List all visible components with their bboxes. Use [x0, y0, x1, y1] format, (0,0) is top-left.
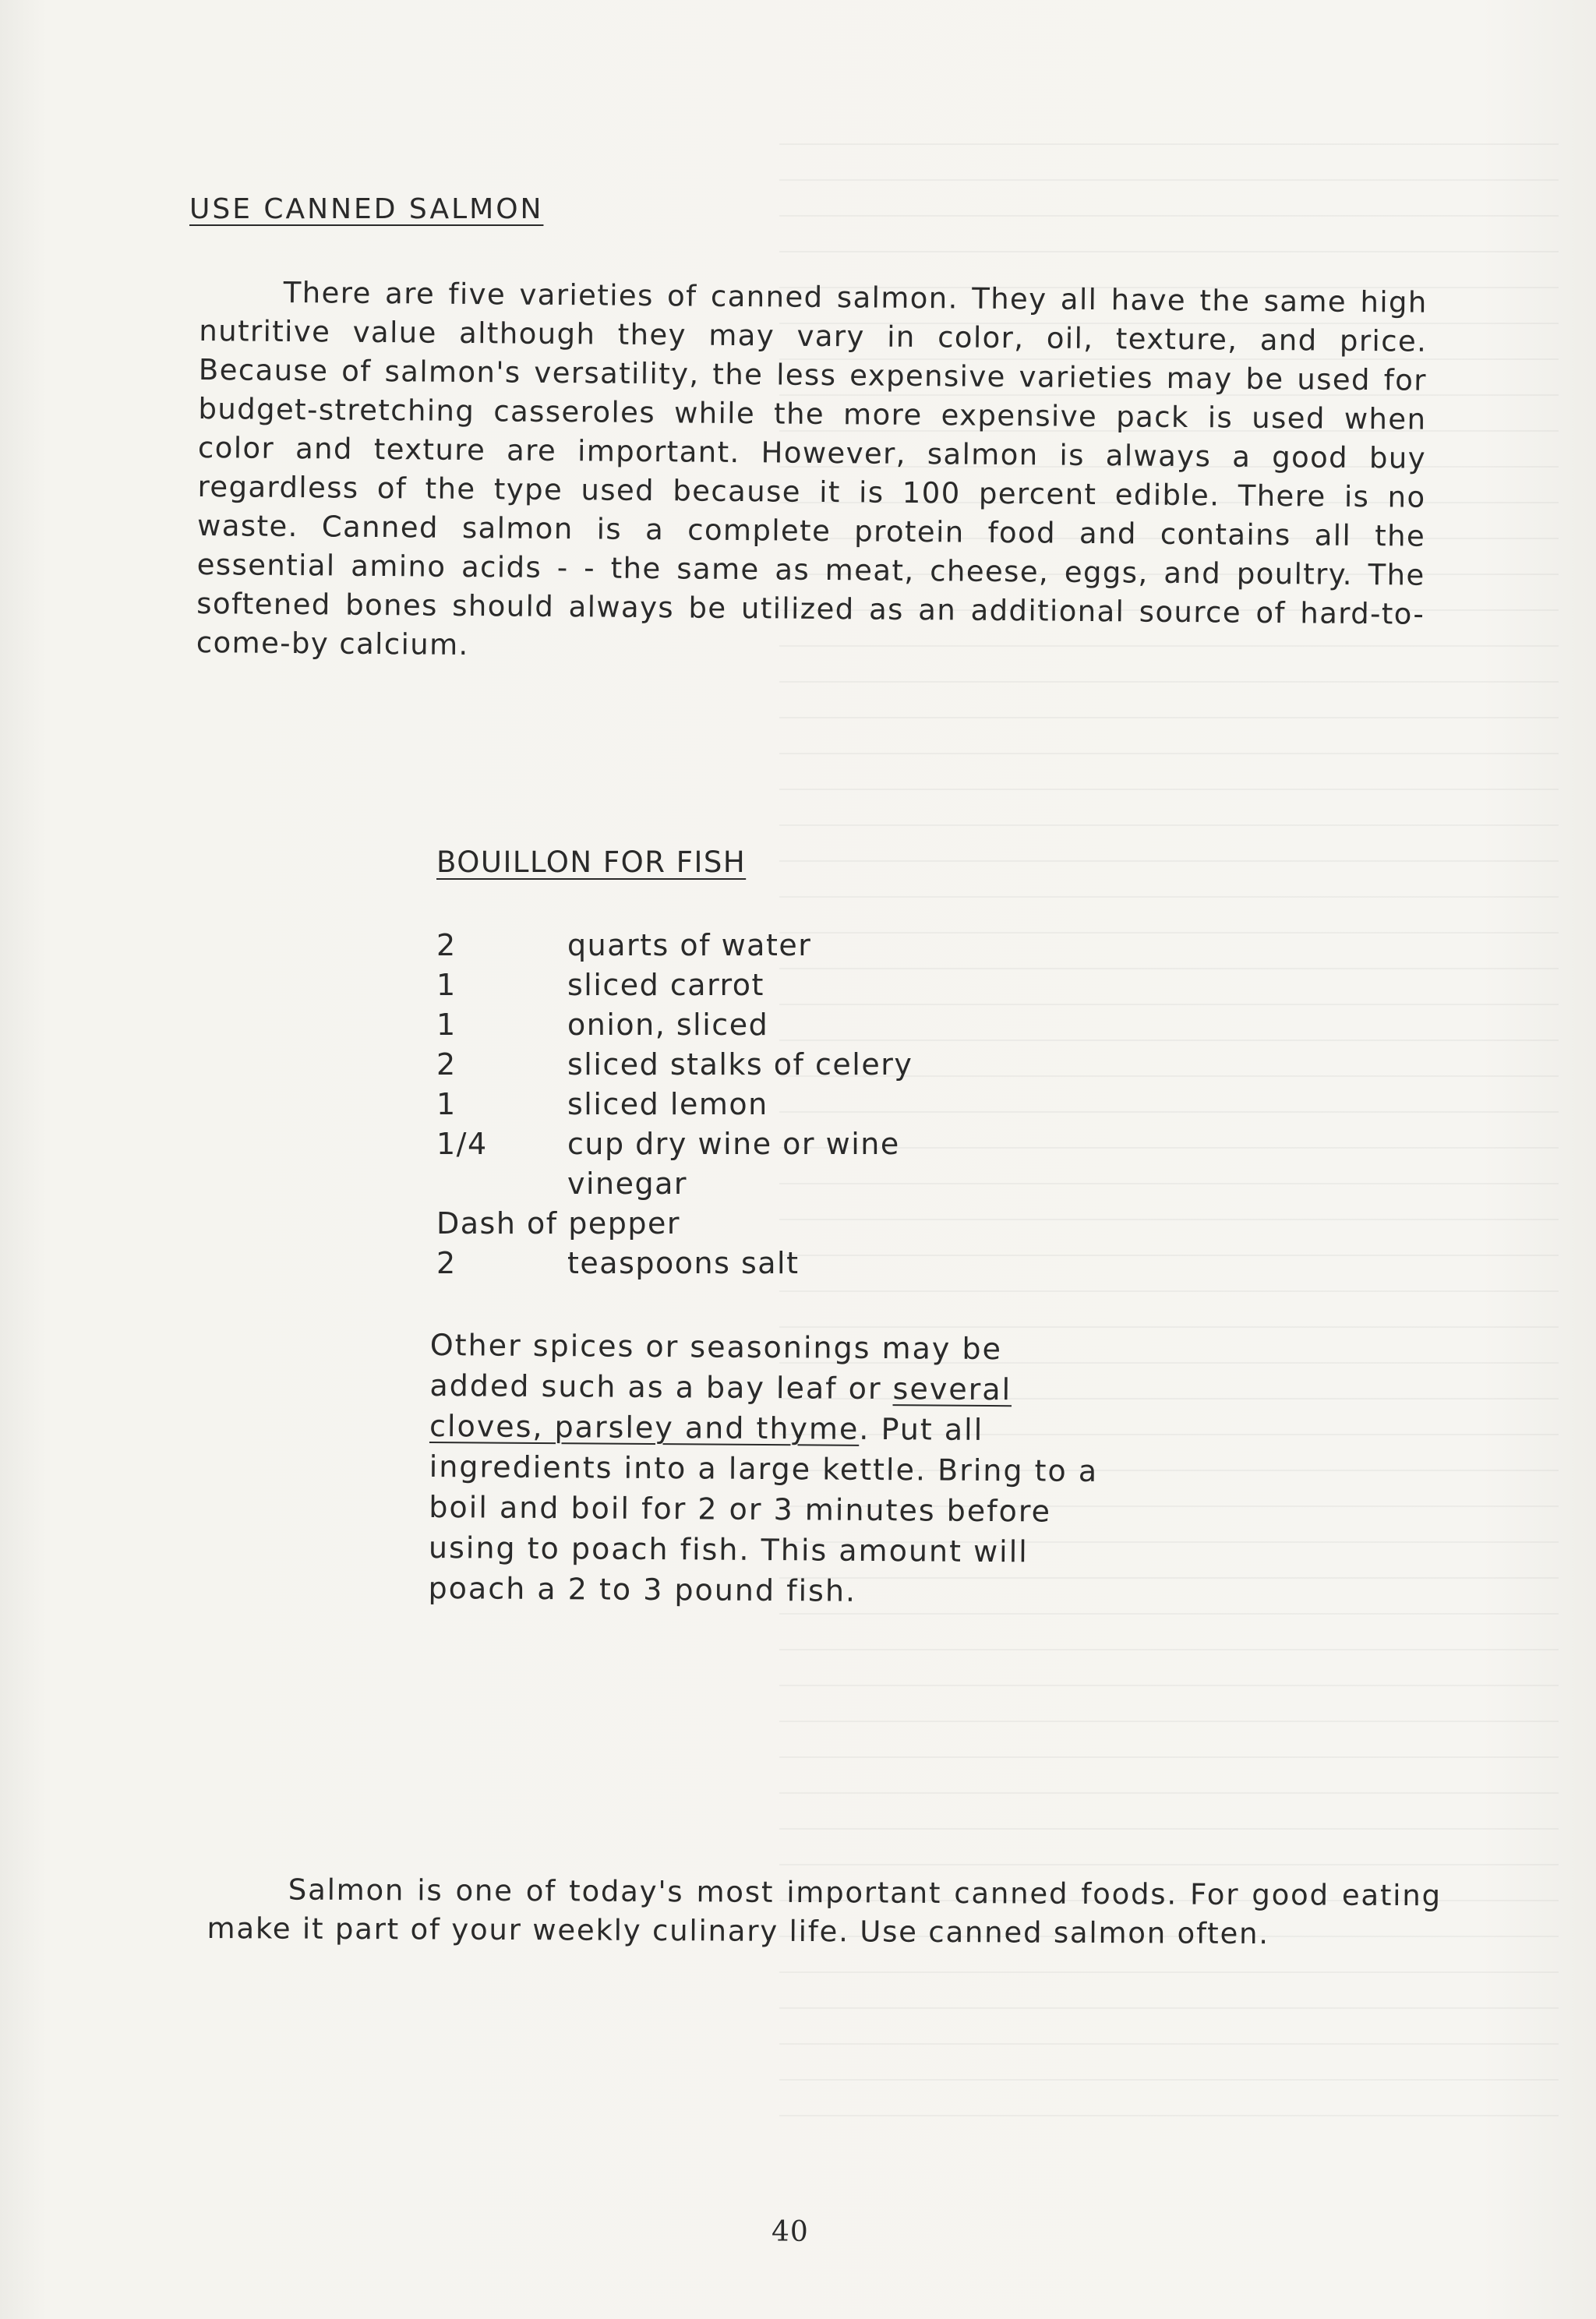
ingredient-quantity: 1 — [436, 1087, 457, 1121]
ingredient-quantity: 1 — [436, 968, 457, 1002]
ingredient-quantity: 2 — [436, 1047, 457, 1082]
ingredient-item: vinegar — [567, 1167, 688, 1201]
ingredient-item: quarts of water — [567, 928, 812, 962]
ingredient-row — [436, 1244, 998, 1283]
ingredient-item: sliced carrot — [567, 968, 764, 1002]
method-text: . Put all ingredients into a large kettle. Bring to a boil and boil for 2 or 3 minutes before using to poach fish. This amount will poach a 2 to 3 pound fish. — [428, 1411, 1099, 1608]
ingredient-item: sliced stalks of celery — [567, 1047, 913, 1082]
ingredient-quantity: 2 — [436, 1246, 457, 1280]
section-heading: USE CANNED SALMON — [189, 193, 544, 225]
ingredient-quantity: 1/4 — [436, 1127, 488, 1161]
ingredient-item: onion, sliced — [567, 1008, 769, 1042]
page-number: 40 — [772, 2216, 809, 2248]
recipe-title: BOUILLON FOR FISH — [436, 845, 747, 879]
ingredient-list — [436, 926, 998, 1283]
ingredient-row — [436, 1124, 998, 1164]
ingredient-item: cup dry wine or wine — [567, 1127, 900, 1161]
intro-paragraph: There are five varieties of canned salmon. They all have the same high nutritive value although they may vary in color, oil, texture, and price. Because of salmon's versatility, the less expensive varieties may be used for budget-stretching casseroles while the more expensive pack is used when color and texture are important. However, salmon is always a good buy regardless of the type used because it is 100 percent edible. There is no waste. Canned salmon is a complete protein food and contains all the essential amino acids - - the same as meat, cheese, eggs, and poultry. The softened bones should always be utilized as an additional source of hard-to-come-by calcium. — [196, 275, 1428, 662]
recipe-method — [428, 1325, 1107, 1613]
ingredient-quantity: 1 — [436, 1008, 457, 1042]
ingredient-dash-line: Dash of pepper — [436, 1206, 680, 1241]
ingredient-row — [436, 1164, 998, 1204]
ingredient-item: teaspoons salt — [567, 1246, 800, 1280]
method-underlined-text: several cloves, parsley and thyme — [429, 1371, 1012, 1446]
ingredient-item: sliced lemon — [567, 1087, 768, 1121]
ingredient-quantity: 2 — [436, 928, 457, 962]
ingredient-row — [436, 926, 998, 965]
ingredient-row — [436, 1005, 998, 1045]
ingredient-row — [436, 965, 998, 1005]
ingredient-row — [436, 1045, 998, 1085]
method-text: Other spices or seasonings may be added such as a bay leaf or — [429, 1327, 1003, 1407]
ingredient-quantity — [436, 1164, 567, 1204]
closing-paragraph: Salmon is one of today's most important canned foods. For good eating make it part of your weekly culinary life. Use canned salmon often. — [207, 1872, 1442, 1951]
ingredient-row — [436, 1085, 998, 1124]
